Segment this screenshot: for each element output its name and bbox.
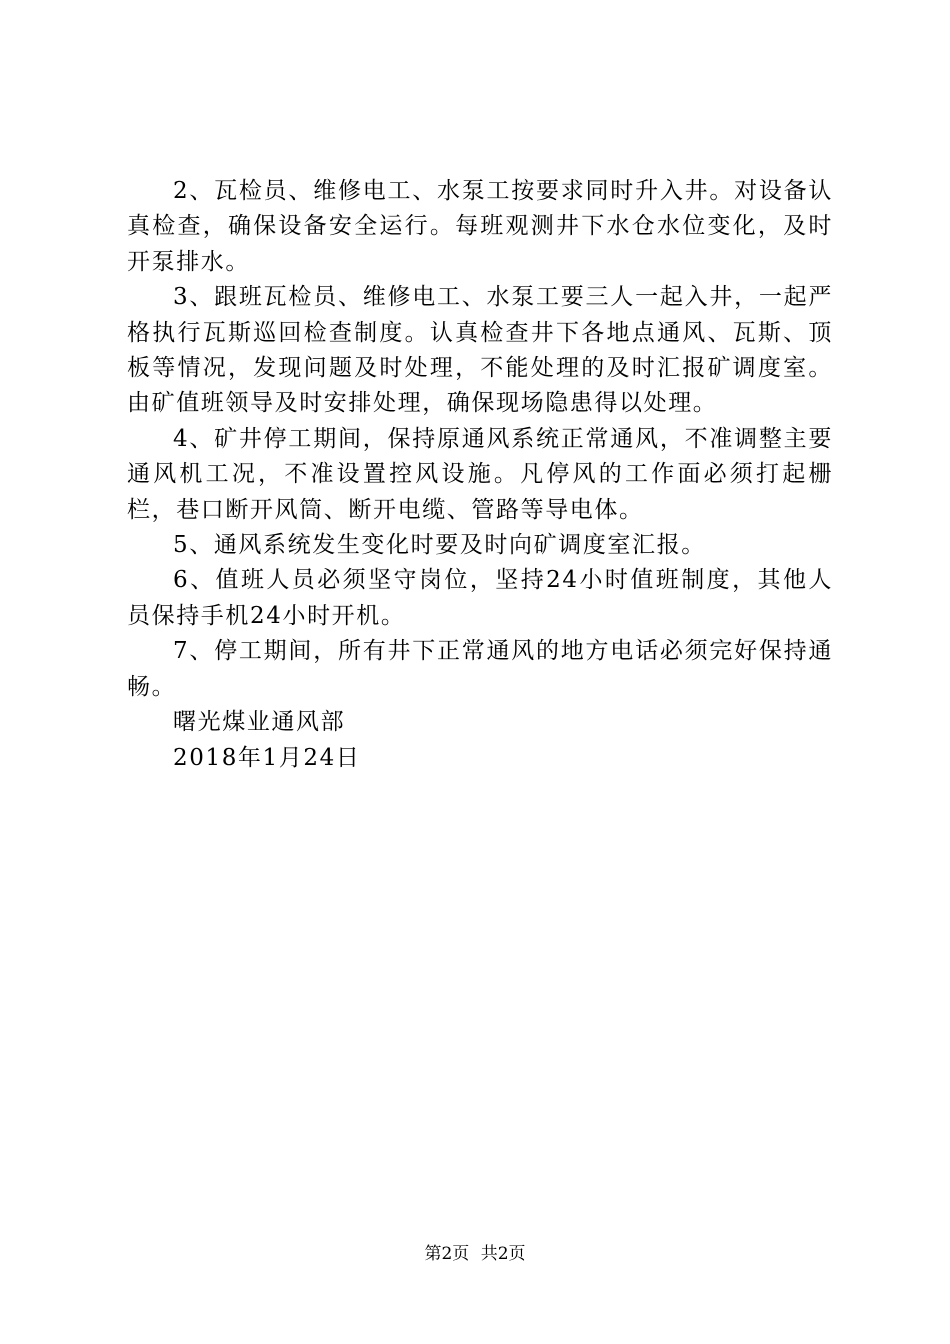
paragraph-item-5: 5、通风系统发生变化时要及时向矿调度室汇报。 bbox=[173, 532, 706, 559]
signoff-date: 2018年1月24日 bbox=[173, 744, 361, 771]
paragraph-item-7: 7、停工期间，所有井下正常通风的地方电话必须完好保持通畅。 bbox=[127, 638, 833, 700]
paragraph-item-2: 2、瓦检员、维修电工、水泵工按要求同时升入井。对设备认真检查，确保设备安全运行。每班观测井下水仓水位变化，及时开泵排水。 bbox=[127, 178, 833, 275]
signoff-organization: 曙光煤业通风部 bbox=[173, 709, 346, 736]
paragraph-item-3: 3、跟班瓦检员、维修电工、水泵工要三人一起入井，一起严格执行瓦斯巡回检查制度。认真检查井下各地点通风、瓦斯、顶板等情况，发现问题及时处理，不能处理的及时汇报矿调度室。由矿值班领导及时安排处理，确保现场隐患得以处理。 bbox=[127, 284, 833, 417]
current-page-number: 第2页 bbox=[424, 1244, 470, 1264]
paragraph-item-6: 6、值班人员必须坚守岗位，坚持24小时值班制度，其他人员保持手机24小时开机。 bbox=[127, 567, 833, 629]
document-body bbox=[127, 174, 833, 776]
total-page-count: 共2页 bbox=[480, 1244, 526, 1264]
page-footer bbox=[0, 1243, 950, 1265]
paragraph-item-4: 4、矿井停工期间，保持原通风系统正常通风，不准调整主要通风机工况，不准设置控风设施。凡停风的工作面必须打起栅栏，巷口断开风筒、断开电缆、管路等导电体。 bbox=[127, 425, 833, 523]
